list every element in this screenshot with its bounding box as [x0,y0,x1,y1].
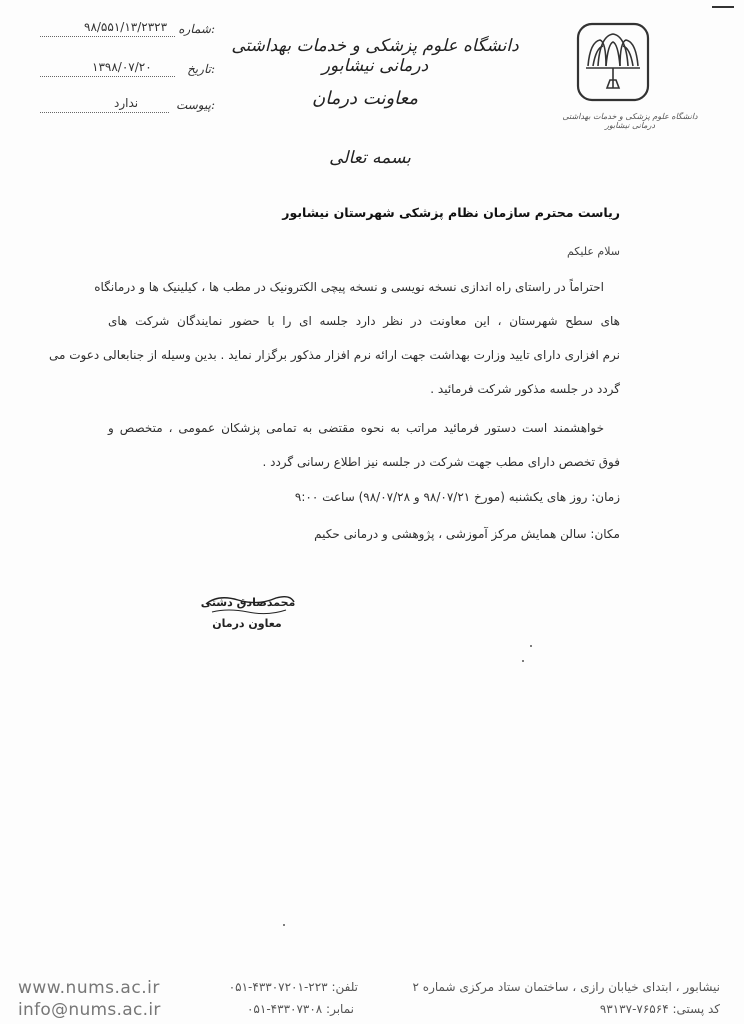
date-row [40,62,215,80]
page-edge-mark [712,6,734,8]
signer-name: محمدصادق دشتی [200,596,296,609]
number-value: ۹۸/۵۵۱/۱۳/۲۳۲۳ [84,20,168,34]
department-name: معاونت درمان [312,88,418,109]
stray-mark [530,645,532,647]
footer-address: نیشابور ، ابتدای خیابان رازی ، ساختمان ستاد مرکزی شماره ۲ [412,980,720,994]
signer-title: معاون درمان [212,617,282,630]
footer-fax: نمابر: ۴۳۳۰۷۳۰۸-۰۵۱ [246,1002,354,1016]
paragraph-1-line: احتراماً در راستای راه اندازی نسخه نویسی و نسخه پیچی الکترونیک در مطب ها ، کیلینیک ها و درمانگاه [94,280,604,294]
bismillah-heading: بسمه تعالی [329,148,411,168]
paragraph-1-line: گردد در جلسه مذکور شرکت فرمائید . [430,382,620,396]
greeting: سلام علیکم [566,245,620,258]
recipient-line: ریاست محترم سازمان نظام پزشکی شهرستان نیشابور [282,205,620,220]
paragraph-2-line: خواهشمند است دستور فرمائید مراتب به نحوه مقتضی به تمامی پزشکان عمومی ، متخصص و [108,421,604,435]
footer-postal-code: کد پستی: ۷۶۵۶۴-۹۳۱۳۷ [599,1002,720,1016]
number-row [40,22,215,40]
attachment-value: ندارد [114,96,139,110]
paragraph-1-line: نرم افزاری دارای تایید وزارت بهداشت جهت ارائه نرم افزار مذکور برگزار نماید . بدین وسیله از جنابعالی دعوت می [48,348,620,362]
number-label: شماره: [178,22,215,36]
attachment-row [40,98,215,116]
meeting-time: زمان: روز های یکشنبه (مورخ ۹۸/۰۷/۲۱ و ۹۸/۰۷/۲۸) ساعت ۹:۰۰ [294,490,620,504]
meeting-place: مکان: سالن همایش مرکز آموزشی ، پژوهشی و درمانی حکیم [314,527,620,541]
university-logo [576,22,650,102]
attachment-dotted-line [40,98,169,113]
paragraph-1-line: های سطح شهرستان ، این معاونت در نظر دارد جلسه ای را با حضور نمایندگان شرکت های [108,314,620,328]
paragraph-2-line: فوق تخصص دارای مطب جهت شرکت در جلسه نیز اطلاع رسانی گردد . [262,455,620,469]
footer-website: www.nums.ac.ir [18,978,160,998]
footer-email: info@nums.ac.ir [18,1000,161,1020]
stray-mark [283,924,285,926]
date-value: ۱۳۹۸/۰۷/۲۰ [92,60,152,74]
stray-mark [522,660,524,662]
footer-phone: تلفن: ۲۲۳-۴۳۳۰۷۲۰۱-۰۵۱ [228,980,358,994]
attachment-label: پیوست: [175,98,215,112]
logo-caption: دانشگاه علوم پزشکی و خدمات بهداشتی درمانی نیشابور [562,112,698,130]
university-name: دانشگاه علوم پزشکی و خدمات بهداشتی درمانی نیشابور [231,36,519,76]
date-label: تاریخ: [187,62,215,76]
